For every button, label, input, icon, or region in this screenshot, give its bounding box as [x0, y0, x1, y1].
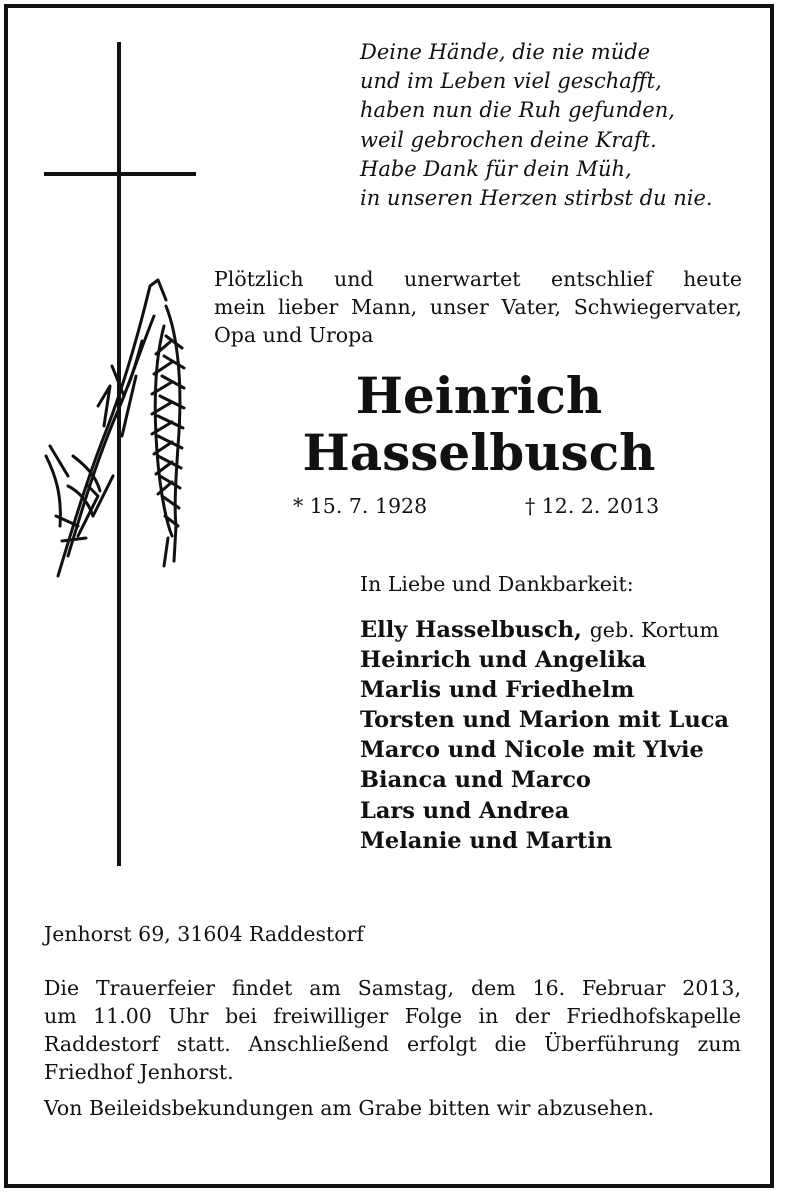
funeral-line: Friedhof Jenhorst.	[44, 1060, 234, 1084]
mourner-entry: Bianca und Marco	[360, 767, 591, 794]
mourners-heading: In Liebe und Dankbarkeit:	[360, 572, 634, 596]
wheat-ear-icon	[38, 276, 208, 586]
mourner-widow	[360, 615, 729, 645]
memorial-poem	[360, 38, 760, 213]
announcement-line: mein lieber Mann, unser Vater, Schwiegervater,	[214, 295, 742, 319]
funeral-line: um 11.00 Uhr bei freiwilliger Folge in der Friedhofskapelle	[44, 1004, 741, 1028]
death-date: † 12. 2. 2013	[525, 494, 660, 518]
family-address: Jenhorst 69, 31604 Raddestorf	[44, 922, 365, 946]
widow-maiden-name: geb. Kortum	[589, 618, 719, 642]
condolence-note: Von Beileidsbekundungen am Grabe bitten wir abzusehen.	[44, 1096, 655, 1120]
funeral-details	[44, 974, 741, 1086]
poem-line: Deine Hände, die nie müde	[360, 40, 651, 64]
poem-line: in unseren Herzen stirbst du nie.	[360, 186, 713, 211]
mourner-entry: Heinrich und Angelika	[360, 647, 647, 674]
cross-beam	[44, 172, 196, 176]
mourners-list	[360, 615, 729, 856]
mourner-entry: Torsten und Marion mit Luca	[360, 707, 729, 734]
poem-line: Habe Dank für dein Müh,	[360, 156, 632, 181]
announcement-line: Plötzlich und unerwartet entschlief heute	[214, 267, 742, 291]
announcement-line: Opa und Uropa	[214, 323, 374, 347]
mourner-entry: Melanie und Martin	[360, 827, 613, 854]
deceased-last-name: Hasselbusch	[302, 423, 656, 482]
funeral-line: Die Trauerfeier findet am Samstag, dem 16. Februar 2013,	[44, 976, 741, 1000]
mourner-entry: Marlis und Friedhelm	[360, 677, 635, 704]
mourner-entry: Lars und Andrea	[360, 797, 570, 824]
announcement-text	[214, 265, 742, 349]
funeral-line: Raddestorf statt. Anschließend erfolgt die Überführung zum	[44, 1032, 741, 1056]
poem-line: und im Leben viel geschafft,	[360, 69, 662, 94]
widow-name: Elly Hasselbusch,	[360, 617, 582, 643]
poem-line: weil gebrochen deine Kraft.	[360, 127, 657, 152]
birth-date: * 15. 7. 1928	[293, 494, 428, 518]
mourner-entry: Marco und Nicole mit Ylvie	[360, 737, 704, 764]
deceased-first-name: Heinrich	[355, 366, 603, 425]
poem-line: haben nun die Ruh gefunden,	[360, 98, 675, 123]
